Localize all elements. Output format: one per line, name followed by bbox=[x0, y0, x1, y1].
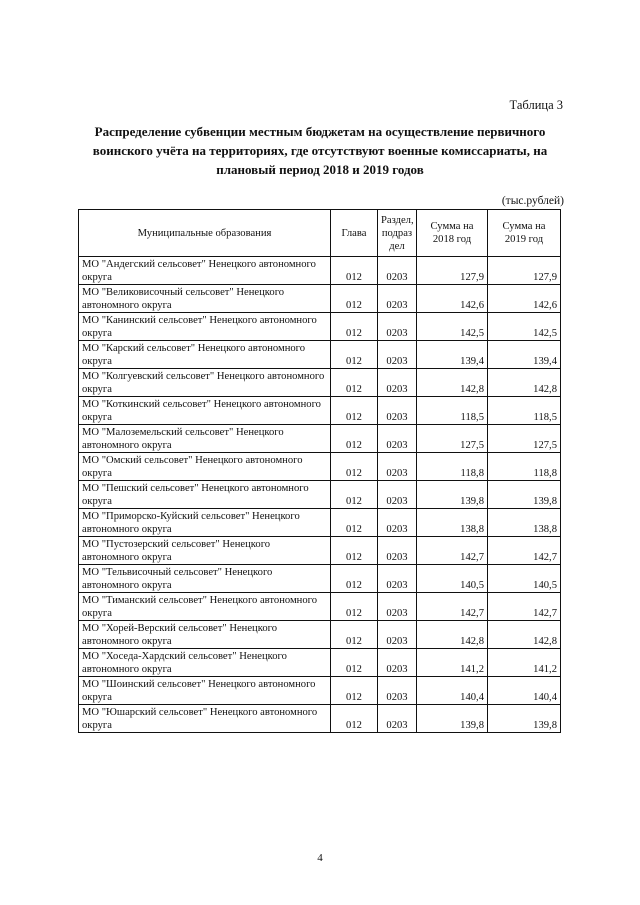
cell-glava: 012 bbox=[331, 341, 378, 369]
cell-sum-2019: 142,7 bbox=[488, 537, 561, 565]
cell-glava: 012 bbox=[331, 565, 378, 593]
table-row bbox=[79, 593, 561, 621]
cell-municipality: МО "Тиманский сельсовет" Ненецкого автономного округа bbox=[79, 593, 331, 621]
cell-razdel: 0203 bbox=[378, 565, 417, 593]
cell-sum-2019: 141,2 bbox=[488, 649, 561, 677]
document-title: Распределение субвенции местным бюджетам на осуществление первичного воинского учёта на территориях, где отсутствуют военные комиссариаты, на плановый период 2018 и 2019 годов bbox=[92, 124, 548, 177]
cell-razdel: 0203 bbox=[378, 649, 417, 677]
table-row bbox=[79, 649, 561, 677]
cell-sum-2019: 127,5 bbox=[488, 425, 561, 453]
cell-razdel: 0203 bbox=[378, 341, 417, 369]
cell-sum-2018: 139,4 bbox=[417, 341, 488, 369]
cell-sum-2018: 142,7 bbox=[417, 537, 488, 565]
cell-razdel: 0203 bbox=[378, 705, 417, 733]
cell-glava: 012 bbox=[331, 453, 378, 481]
cell-sum-2018: 127,9 bbox=[417, 257, 488, 285]
cell-sum-2018: 142,8 bbox=[417, 621, 488, 649]
cell-sum-2019: 142,5 bbox=[488, 313, 561, 341]
cell-municipality: МО "Шоинский сельсовет" Ненецкого автономного округа bbox=[79, 677, 331, 705]
cell-glava: 012 bbox=[331, 509, 378, 537]
cell-razdel: 0203 bbox=[378, 397, 417, 425]
table-number: Таблица 3 bbox=[509, 98, 563, 112]
subvention-table bbox=[78, 209, 561, 733]
cell-glava: 012 bbox=[331, 425, 378, 453]
cell-sum-2018: 142,8 bbox=[417, 369, 488, 397]
cell-sum-2018: 139,8 bbox=[417, 481, 488, 509]
header-sum-2018: Сумма на 2018 год bbox=[417, 210, 488, 257]
units-label: (тыс.рублей) bbox=[501, 195, 564, 207]
cell-sum-2019: 127,9 bbox=[488, 257, 561, 285]
cell-municipality: МО "Омский сельсовет" Ненецкого автономного округа bbox=[79, 453, 331, 481]
cell-sum-2019: 118,5 bbox=[488, 397, 561, 425]
table-header-row bbox=[79, 210, 561, 257]
cell-razdel: 0203 bbox=[378, 453, 417, 481]
cell-sum-2018: 118,5 bbox=[417, 397, 488, 425]
cell-razdel: 0203 bbox=[378, 369, 417, 397]
cell-municipality: МО "Коткинский сельсовет" Ненецкого автономного округа bbox=[79, 397, 331, 425]
cell-sum-2018: 140,5 bbox=[417, 565, 488, 593]
cell-municipality: МО "Хорей-Верский сельсовет" Ненецкого автономного округа bbox=[79, 621, 331, 649]
cell-municipality: МО "Малоземельский сельсовет" Ненецкого автономного округа bbox=[79, 425, 331, 453]
table-row bbox=[79, 565, 561, 593]
cell-sum-2019: 142,8 bbox=[488, 621, 561, 649]
cell-sum-2019: 140,5 bbox=[488, 565, 561, 593]
table-row bbox=[79, 313, 561, 341]
cell-municipality: МО "Колгуевский сельсовет" Ненецкого автономного округа bbox=[79, 369, 331, 397]
cell-sum-2018: 142,7 bbox=[417, 593, 488, 621]
table-row bbox=[79, 285, 561, 313]
cell-sum-2018: 138,8 bbox=[417, 509, 488, 537]
cell-glava: 012 bbox=[331, 369, 378, 397]
cell-glava: 012 bbox=[331, 481, 378, 509]
cell-sum-2018: 142,5 bbox=[417, 313, 488, 341]
cell-municipality: МО "Тельвисочный сельсовет" Ненецкого автономного округа bbox=[79, 565, 331, 593]
header-glava: Глава bbox=[331, 210, 378, 257]
cell-razdel: 0203 bbox=[378, 257, 417, 285]
cell-razdel: 0203 bbox=[378, 313, 417, 341]
cell-razdel: 0203 bbox=[378, 621, 417, 649]
table-row bbox=[79, 481, 561, 509]
table-row bbox=[79, 537, 561, 565]
cell-sum-2019: 142,6 bbox=[488, 285, 561, 313]
cell-municipality: МО "Андегский сельсовет" Ненецкого автономного округа bbox=[79, 257, 331, 285]
table-body bbox=[79, 257, 561, 733]
cell-municipality: МО "Великовисочный сельсовет" Ненецкого автономного округа bbox=[79, 285, 331, 313]
cell-sum-2018: 127,5 bbox=[417, 425, 488, 453]
cell-municipality: МО "Хоседа-Хардский сельсовет" Ненецкого автономного округа bbox=[79, 649, 331, 677]
table-row bbox=[79, 341, 561, 369]
table-row bbox=[79, 425, 561, 453]
cell-razdel: 0203 bbox=[378, 593, 417, 621]
header-municipality: Муниципальные образования bbox=[79, 210, 331, 257]
cell-municipality: МО "Карский сельсовет" Ненецкого автономного округа bbox=[79, 341, 331, 369]
cell-glava: 012 bbox=[331, 397, 378, 425]
table-row bbox=[79, 369, 561, 397]
cell-razdel: 0203 bbox=[378, 481, 417, 509]
table-row bbox=[79, 453, 561, 481]
cell-sum-2018: 118,8 bbox=[417, 453, 488, 481]
table-row bbox=[79, 621, 561, 649]
cell-sum-2019: 118,8 bbox=[488, 453, 561, 481]
cell-sum-2019: 138,8 bbox=[488, 509, 561, 537]
table-row bbox=[79, 257, 561, 285]
cell-glava: 012 bbox=[331, 649, 378, 677]
cell-glava: 012 bbox=[331, 257, 378, 285]
cell-municipality: МО "Пешский сельсовет" Ненецкого автономного округа bbox=[79, 481, 331, 509]
cell-razdel: 0203 bbox=[378, 285, 417, 313]
cell-municipality: МО "Приморско-Куйский сельсовет" Ненецкого автономного округа bbox=[79, 509, 331, 537]
cell-razdel: 0203 bbox=[378, 677, 417, 705]
cell-municipality: МО "Пустозерский сельсовет" Ненецкого автономного округа bbox=[79, 537, 331, 565]
cell-municipality: МО "Юшарский сельсовет" Ненецкого автономного округа bbox=[79, 705, 331, 733]
cell-glava: 012 bbox=[331, 313, 378, 341]
cell-glava: 012 bbox=[331, 705, 378, 733]
cell-sum-2019: 139,8 bbox=[488, 481, 561, 509]
cell-razdel: 0203 bbox=[378, 509, 417, 537]
cell-sum-2018: 142,6 bbox=[417, 285, 488, 313]
cell-sum-2019: 142,8 bbox=[488, 369, 561, 397]
cell-sum-2019: 139,4 bbox=[488, 341, 561, 369]
header-razdel: Раздел, подраз дел bbox=[378, 210, 417, 257]
cell-sum-2018: 140,4 bbox=[417, 677, 488, 705]
cell-razdel: 0203 bbox=[378, 537, 417, 565]
cell-glava: 012 bbox=[331, 593, 378, 621]
cell-glava: 012 bbox=[331, 285, 378, 313]
cell-sum-2019: 139,8 bbox=[488, 705, 561, 733]
table-row bbox=[79, 705, 561, 733]
cell-glava: 012 bbox=[331, 537, 378, 565]
cell-glava: 012 bbox=[331, 677, 378, 705]
cell-municipality: МО "Канинский сельсовет" Ненецкого автономного округа bbox=[79, 313, 331, 341]
cell-sum-2018: 141,2 bbox=[417, 649, 488, 677]
cell-glava: 012 bbox=[331, 621, 378, 649]
header-sum-2019: Сумма на 2019 год bbox=[488, 210, 561, 257]
table-row bbox=[79, 509, 561, 537]
cell-sum-2019: 140,4 bbox=[488, 677, 561, 705]
table-row bbox=[79, 677, 561, 705]
page-number: 4 bbox=[317, 852, 323, 864]
table-row bbox=[79, 397, 561, 425]
cell-razdel: 0203 bbox=[378, 425, 417, 453]
cell-sum-2018: 139,8 bbox=[417, 705, 488, 733]
cell-sum-2019: 142,7 bbox=[488, 593, 561, 621]
